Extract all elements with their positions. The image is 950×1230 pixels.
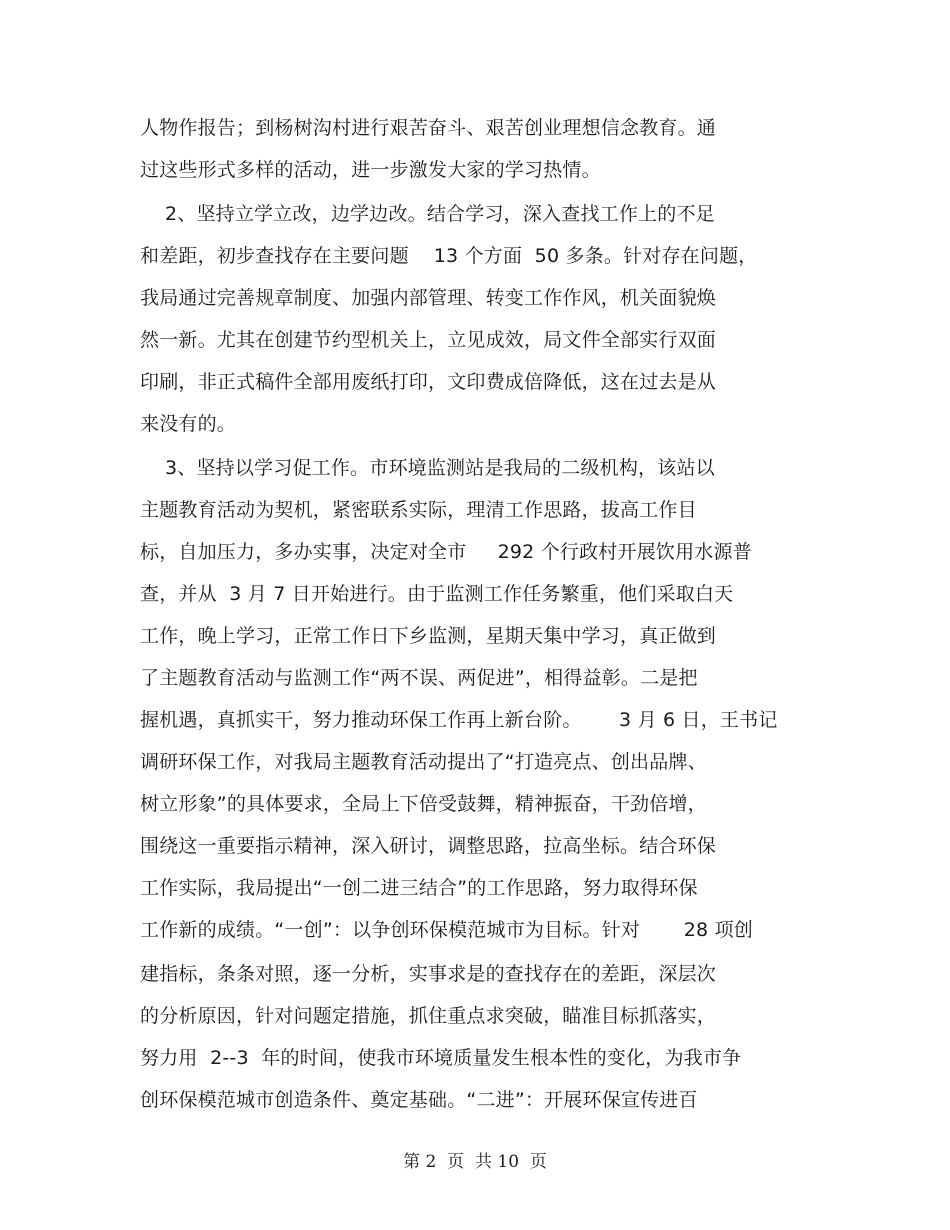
- text-line: 工作，晚上学习，正常工作日下乡监测，星期天集中学习，真正做到: [140, 625, 717, 647]
- text-line: 过这些形式多样的活动，进一步激发大家的学习热情。: [140, 159, 601, 181]
- text-line: 努力用 2--3 年的时间，使我市环境质量发生根本性的变化，为我市争: [140, 1047, 742, 1069]
- text-line: 然一新。尤其在创建节约型机关上，立见成效，局文件全部实行双面: [140, 329, 717, 351]
- text-line: 围绕这一重要指示精神，深入研讨，调整思路，拉高坐标。结合环保: [140, 835, 717, 857]
- text-line: 树立形象”的具体要求，全局上下倍受鼓舞，精神振奋，干劲倍增，: [140, 793, 707, 815]
- text-line: 2、坚持立学立改，边学边改。结合学习，深入查找工作上的不足: [140, 203, 715, 225]
- text-line: 人物作报告；到杨树沟村进行艰苦奋斗、艰苦创业理想信念教育。通: [140, 117, 717, 139]
- text-line: 建指标，条条对照，逐一分析，实事求是的查找存在的差距，深层次: [140, 963, 717, 985]
- text-line: 创环保模范城市创造条件、奠定基础。“二进”：开展环保宣传进百: [140, 1089, 698, 1111]
- text-line: 来没有的。: [140, 413, 237, 435]
- text-line: 工作新的成绩。“一创”：以争创环保模范城市为目标。针对 28 项创: [140, 919, 753, 941]
- text-line: 调研环保工作，对我局主题教育活动提出了“打造亮点、创出品牌、: [140, 751, 707, 773]
- text-line: 的分析原因，针对问题定措施，抓住重点求突破，瞄准目标抓落实，: [140, 1005, 717, 1027]
- text-line: 和差距，初步查找存在主要问题 13 个方面 50 多条。针对存在问题，: [140, 245, 758, 267]
- text-line: 查，并从 3 月 7 日开始进行。由于监测工作任务繁重，他们采取白天: [140, 583, 734, 605]
- text-line: 主题教育活动为契机，紧密联系实际，理清工作思路，拔高工作目: [140, 499, 697, 521]
- text-line: 工作实际，我局提出“一创二进三结合”的工作思路，努力取得环保: [140, 877, 698, 899]
- page-number-footer: 第 2 页 共 10 页: [403, 1152, 547, 1172]
- text-line: 我局通过完善规章制度、加强内部管理、转变工作作风，机关面貌焕: [140, 287, 717, 309]
- text-line: 了主题教育活动与监测工作“两不误、两促进”，相得益彰。二是把: [140, 667, 698, 689]
- text-line: 3、坚持以学习促工作。市环境监测站是我局的二级机构，该站以: [140, 457, 715, 479]
- text-line: 标，自加压力，多办实事，决定对全市 292 个行政村开展饮用水源普: [140, 541, 752, 563]
- text-line: 握机遇，真抓实干，努力推动环保工作再上新台阶。 3 月 6 日，王书记: [140, 709, 778, 731]
- text-line: 印刷，非正式稿件全部用废纸打印，文印费成倍降低，这在过去是从: [140, 371, 717, 393]
